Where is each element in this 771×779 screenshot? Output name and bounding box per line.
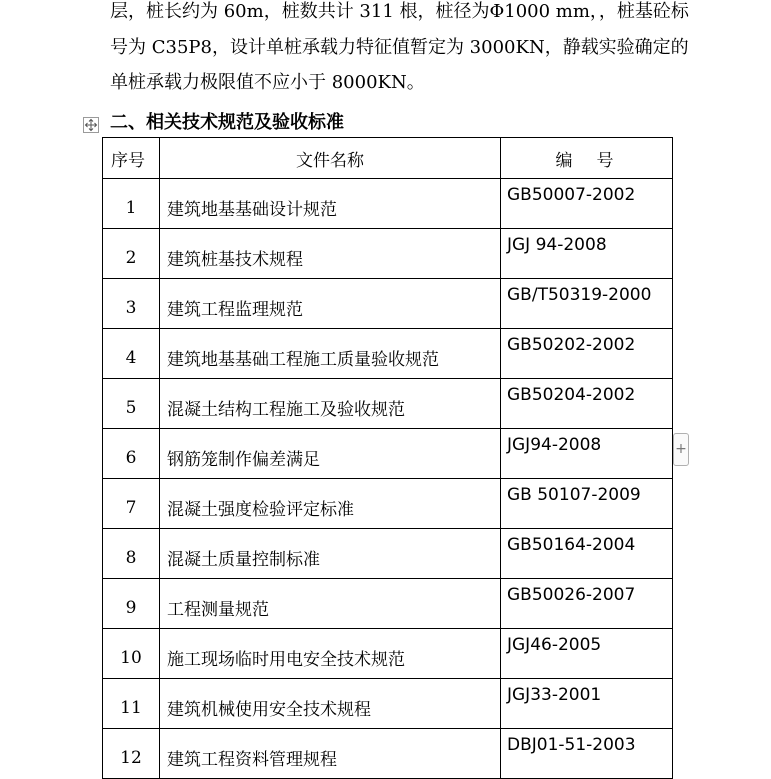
table-row [103, 429, 673, 479]
row-num-cell[interactable]: 3 [103, 279, 160, 329]
header-name: 文件名称 [160, 138, 501, 179]
paragraph-line-2: 号为 C35P8，设计单桩承载力特征值暂定为 3000KN，静载实验确定的 [110, 37, 689, 58]
row-name-cell[interactable]: 建筑桩基技术规程 [160, 229, 501, 279]
row-name-cell[interactable]: 混凝土质量控制标准 [160, 529, 501, 579]
row-name-cell[interactable]: 建筑工程监理规范 [160, 279, 501, 329]
add-row-button[interactable]: + [673, 433, 689, 466]
row-name-cell[interactable]: 建筑机械使用安全技术规程 [160, 679, 501, 729]
row-code-cell[interactable]: GB/T50319-2000 [501, 279, 673, 329]
table-header-row [103, 138, 673, 179]
row-num-cell[interactable]: 10 [103, 629, 160, 679]
row-code-cell[interactable]: DBJ01-51-2003 [501, 729, 673, 779]
row-num-cell[interactable]: 11 [103, 679, 160, 729]
table-row [103, 179, 673, 229]
row-num-cell[interactable]: 2 [103, 229, 160, 279]
row-name-cell[interactable]: 施工现场临时用电安全技术规范 [160, 629, 501, 679]
row-code-cell[interactable]: GB50007-2002 [501, 179, 673, 229]
table-move-handle[interactable] [83, 117, 99, 133]
row-code-cell[interactable]: GB50202-2002 [501, 329, 673, 379]
table-row [103, 629, 673, 679]
row-name-cell[interactable]: 建筑地基基础工程施工质量验收规范 [160, 329, 501, 379]
row-name-cell[interactable]: 钢筋笼制作偏差满足 [160, 429, 501, 479]
row-num-cell[interactable]: 9 [103, 579, 160, 629]
table-row [103, 479, 673, 529]
header-num: 序号 [103, 138, 160, 179]
paragraph-line-1: 层，桩长约为 60m，桩数共计 311 根，桩径为Φ1000 mm，，桩基砼标 [110, 1, 689, 22]
standards-table [102, 137, 673, 779]
row-name-cell[interactable]: 工程测量规范 [160, 579, 501, 629]
row-num-cell[interactable]: 1 [103, 179, 160, 229]
row-code-cell[interactable]: GB50204-2002 [501, 379, 673, 429]
paragraph-line-3: 单桩承载力极限值不应小于 8000KN。 [110, 72, 425, 93]
row-code-cell[interactable]: GB 50107-2009 [501, 479, 673, 529]
table-row [103, 229, 673, 279]
row-name-cell[interactable]: 混凝土结构工程施工及验收规范 [160, 379, 501, 429]
row-code-cell[interactable]: GB50026-2007 [501, 579, 673, 629]
row-code-cell[interactable]: JGJ33-2001 [501, 679, 673, 729]
table-row [103, 279, 673, 329]
row-num-cell[interactable]: 5 [103, 379, 160, 429]
row-name-cell[interactable]: 建筑地基基础设计规范 [160, 179, 501, 229]
row-code-cell[interactable]: JGJ94-2008 [501, 429, 673, 479]
row-num-cell[interactable]: 7 [103, 479, 160, 529]
row-num-cell[interactable]: 12 [103, 729, 160, 779]
table-row [103, 729, 673, 779]
row-name-cell[interactable]: 混凝土强度检验评定标准 [160, 479, 501, 529]
row-num-cell[interactable]: 4 [103, 329, 160, 379]
row-name-cell[interactable]: 建筑工程资料管理规程 [160, 729, 501, 779]
section-heading: 二、相关技术规范及验收标准 [110, 112, 344, 133]
header-code: 编号 [501, 138, 673, 179]
table-row [103, 379, 673, 429]
table-row [103, 679, 673, 729]
table-row [103, 329, 673, 379]
move-icon [84, 118, 98, 132]
row-code-cell[interactable]: JGJ46-2005 [501, 629, 673, 679]
row-code-cell[interactable]: JGJ 94-2008 [501, 229, 673, 279]
table-row [103, 579, 673, 629]
row-num-cell[interactable]: 8 [103, 529, 160, 579]
table-row [103, 529, 673, 579]
row-code-cell[interactable]: GB50164-2004 [501, 529, 673, 579]
row-num-cell[interactable]: 6 [103, 429, 160, 479]
